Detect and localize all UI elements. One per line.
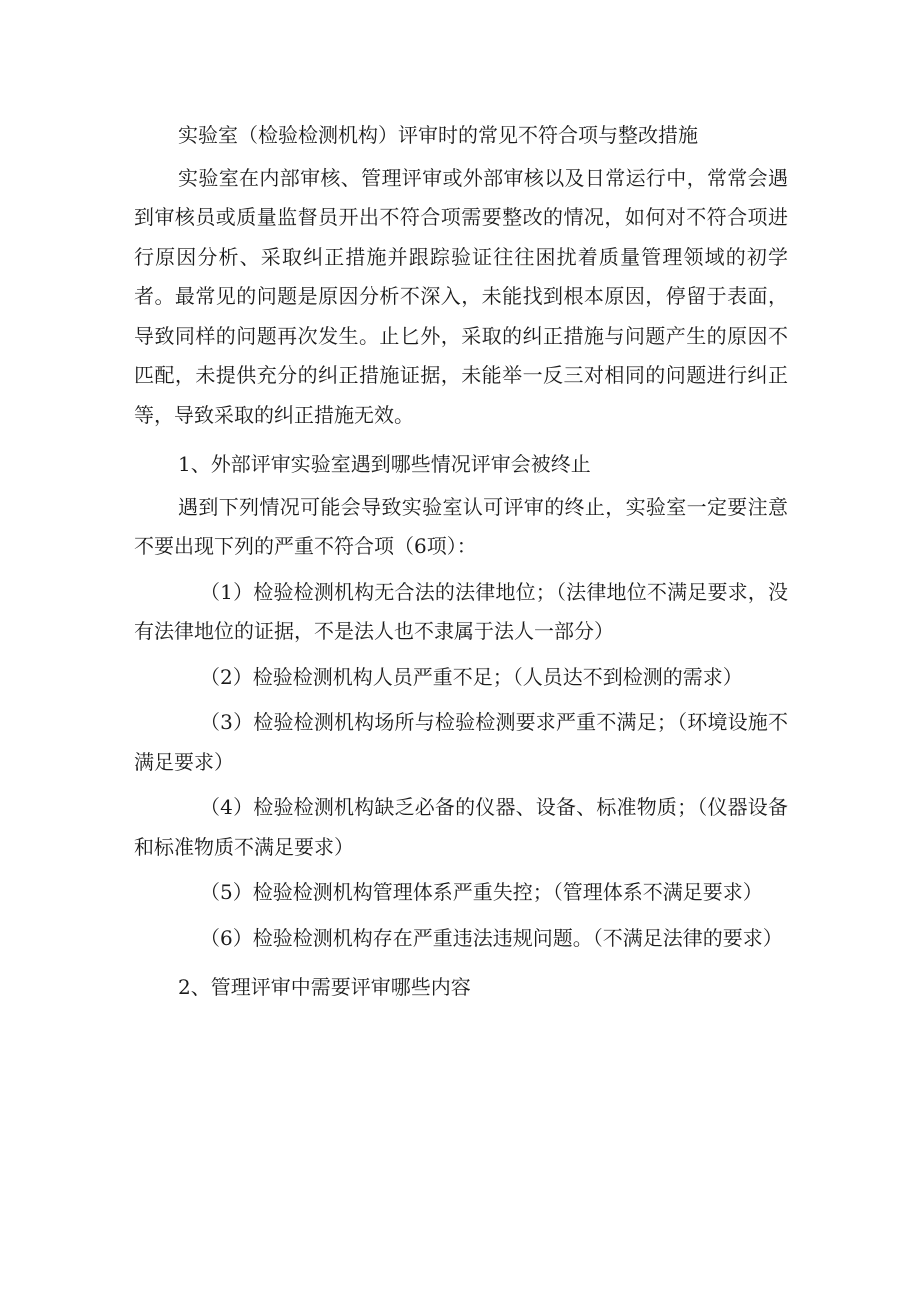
document-title: 实验室（检验检测机构）评审时的常见不符合项与整改措施 (178, 123, 698, 147)
list-item-6: （6）检验检测机构存在严重违法违规问题。（不满足法律的要求） (200, 925, 783, 950)
list-item-4: （4）检验检测机构缺乏必备的仪器、设备、标准物质；（仪器设备和标准物质不满足要求） (134, 795, 788, 859)
intro-paragraph: 实验室在内部审核、管理评审或外部审核以及日常运行中，常常会遇到审核员或质量监督员开出不符合项需要整改的情况，如何对不符合项进行原因分析、采取纠正措施并跟踪验证往往困扰着质量管理领域的初学者。最常见的问题是原因分析不深入，未能找到根本原因，停留于表面，导致同样的问题再次发生。止匕外，采取的纠正措施与问题产生的原因不匹配，未提供充分的纠正措施证据，未能举一反三对相同的问题进行纠正等，导致采取的纠正措施无效。 (134, 165, 788, 427)
list-item-2: （2）检验检测机构人员严重不足；（人员达不到检测的需求） (200, 664, 743, 689)
list-item-1: （1）检验检测机构无合法的法律地位；（法律地位不满足要求，没有法律地位的证据，不是法人也不隶属于法人一部分） (134, 579, 788, 643)
list-item-5: （5）检验检测机构管理体系严重失控；（管理体系不满足要求） (200, 880, 763, 904)
section-1-heading: 1、外部评审实验室遇到哪些情况评审会被终止 (178, 452, 591, 476)
list-item-3: （3）检验检测机构场所与检验检测要求严重不满足；（环境设施不满足要求） (134, 710, 788, 774)
section-2-heading: 2、管理评审中需要评审哪些内容 (178, 975, 471, 999)
section-1-lead: 遇到下列情况可能会导致实验室认可评审的终止，实验室一定要注意不要出现下列的严重不符合项（6项）： (134, 494, 788, 558)
document-body (134, 116, 788, 1008)
